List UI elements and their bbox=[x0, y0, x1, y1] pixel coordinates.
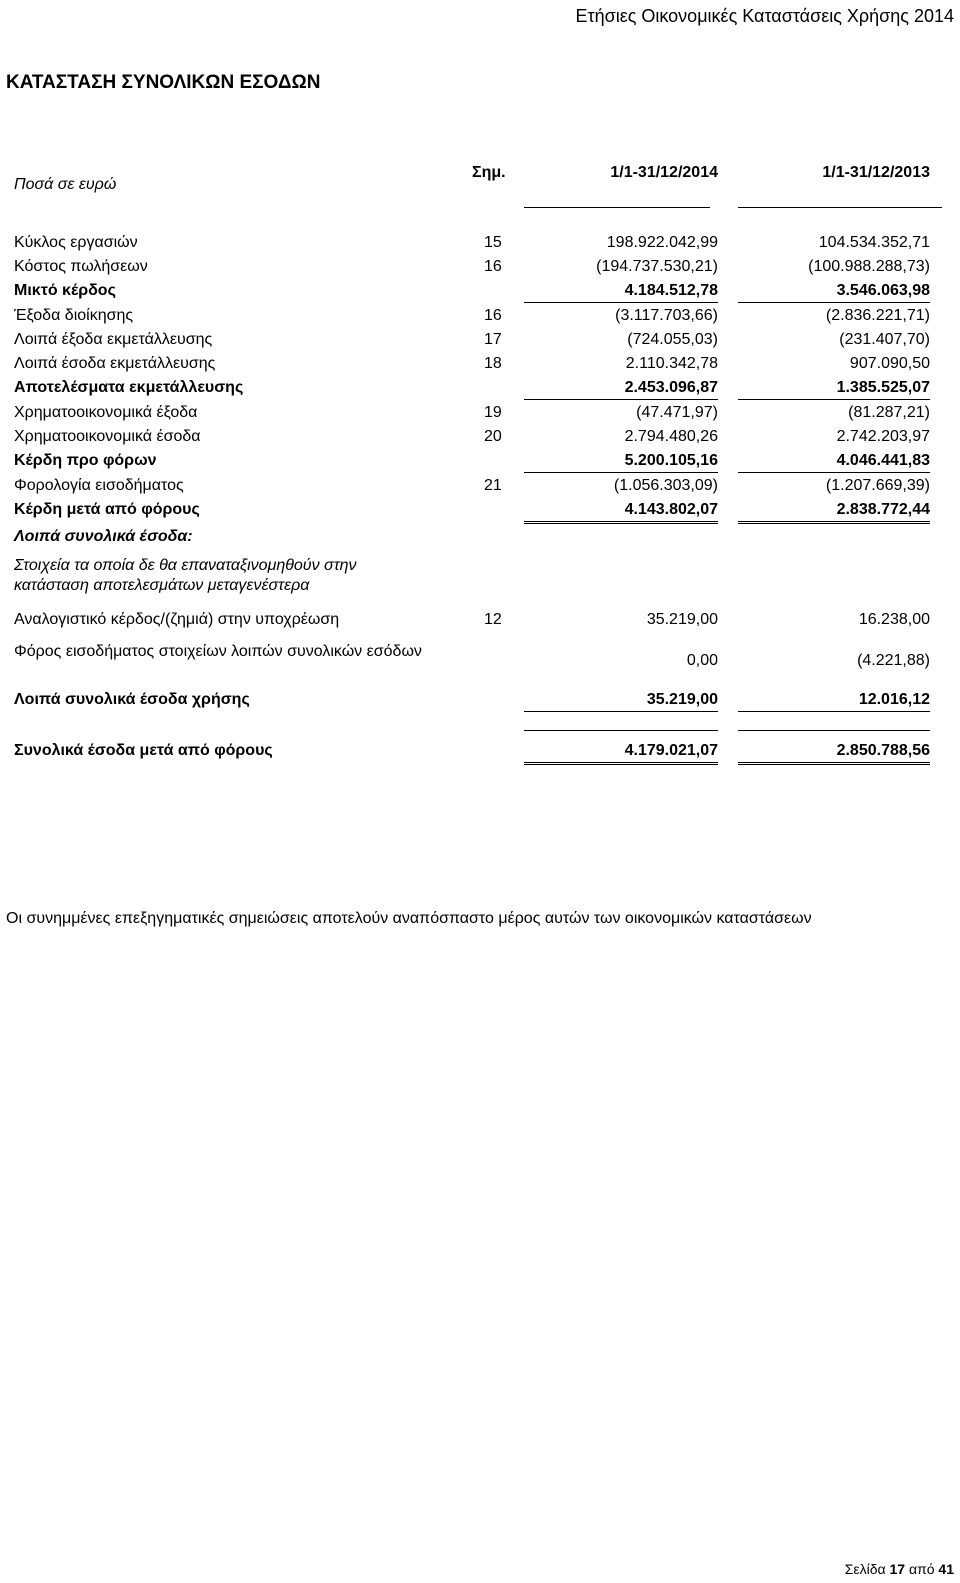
total-top-rule-2013 bbox=[738, 730, 930, 731]
period-2014-header: 1/1-31/12/2014 bbox=[610, 164, 718, 181]
row-label: Χρηματοοικονομικά έξοδα bbox=[14, 404, 198, 421]
row-note: 16 bbox=[484, 307, 502, 324]
page-prefix: Σελίδα bbox=[844, 1561, 886, 1577]
statement-title: ΚΑΤΑΣΤΑΣΗ ΣΥΝΟΛΙΚΩΝ ΕΣΟΔΩΝ bbox=[6, 72, 321, 93]
row-label: Φορολογία εισοδήματος bbox=[14, 477, 184, 494]
row-value-2014: 198.922.042,99 bbox=[606, 234, 718, 251]
statement-subtotal-row bbox=[0, 377, 960, 399]
row-label: Συνολικά έσοδα μετά από φόρους bbox=[14, 742, 273, 759]
oci-heading: Λοιπά συνολικά έσοδα: bbox=[14, 528, 193, 545]
row-note: 15 bbox=[484, 234, 502, 251]
row-value-2014: 35.219,00 bbox=[524, 691, 718, 712]
row-value-2013: 4.046.441,83 bbox=[738, 452, 930, 473]
amounts-unit-label: Ποσά σε ευρώ bbox=[14, 176, 117, 193]
row-label: Κέρδη μετά από φόρους bbox=[14, 501, 200, 518]
statement-subtotal-row bbox=[0, 450, 960, 472]
row-value-2013: 2.850.788,56 bbox=[738, 742, 930, 765]
row-value-2013: 104.534.352,71 bbox=[818, 234, 930, 251]
page-number bbox=[845, 1561, 954, 1577]
row-note: 17 bbox=[484, 331, 502, 348]
statement-row bbox=[0, 353, 960, 375]
row-label: Κόστος πωλήσεων bbox=[14, 258, 148, 275]
row-note: 19 bbox=[484, 404, 502, 421]
row-value-2013: (1.207.669,39) bbox=[825, 477, 930, 494]
statement-row bbox=[0, 305, 960, 327]
row-value-2014: 2.110.342,78 bbox=[625, 355, 718, 372]
header-rule-2014 bbox=[524, 207, 710, 208]
row-value-2013: (231.407,70) bbox=[839, 331, 930, 348]
row-value-2014: (724.055,03) bbox=[627, 331, 718, 348]
statement-subtotal-row bbox=[0, 280, 960, 302]
row-note: 18 bbox=[484, 355, 502, 372]
row-value-2014: (194.737.530,21) bbox=[596, 258, 718, 275]
row-label: Αναλογιστικό κέρδος/(ζημιά) στην υποχρέωση bbox=[14, 611, 340, 628]
page-current: 17 bbox=[889, 1561, 906, 1577]
row-value-2014: 4.184.512,78 bbox=[524, 282, 718, 303]
row-value-2014: (1.056.303,09) bbox=[613, 477, 718, 494]
row-value-2014: 4.179.021,07 bbox=[524, 742, 718, 765]
statement-row bbox=[0, 256, 960, 278]
row-value-2013: 12.016,12 bbox=[738, 691, 930, 712]
row-note: 20 bbox=[484, 428, 502, 445]
page-total: 41 bbox=[938, 1561, 954, 1577]
row-note: 12 bbox=[484, 611, 502, 628]
row-value-2013: 2.742.203,97 bbox=[836, 428, 930, 445]
row-label: Λοιπά έξοδα εκμετάλλευσης bbox=[14, 331, 213, 348]
total-top-rule-2014 bbox=[524, 730, 718, 731]
row-value-2013: 1.385.525,07 bbox=[738, 379, 930, 400]
statement-row bbox=[0, 426, 960, 448]
row-note: 16 bbox=[484, 258, 502, 275]
row-value-2013: 16.238,00 bbox=[858, 611, 930, 628]
row-value-2013: (100.988.288,73) bbox=[808, 258, 930, 275]
statement-row bbox=[0, 232, 960, 254]
comprehensive-income-total-row bbox=[0, 740, 960, 762]
row-label: Φόρος εισοδήματος στοιχείων λοιπών συνολικών εσόδων bbox=[14, 643, 422, 660]
row-value-2013: 3.546.063,98 bbox=[738, 282, 930, 303]
row-label: Μικτό κέρδος bbox=[14, 282, 116, 299]
oci-subtotal-row bbox=[0, 689, 960, 711]
statement-row bbox=[0, 402, 960, 424]
row-value-2014: 2.453.096,87 bbox=[524, 379, 718, 400]
row-label: Λοιπά συνολικά έσοδα χρήσης bbox=[14, 691, 250, 708]
row-label: Χρηματοοικονομικά έσοδα bbox=[14, 428, 201, 445]
row-value-2014: (3.117.703,66) bbox=[615, 307, 718, 324]
statement-row bbox=[0, 475, 960, 497]
row-label: Κέρδη προ φόρων bbox=[14, 452, 157, 469]
oci-subheading-line-2: κατάσταση αποτελεσμάτων μεταγενέστερα bbox=[14, 577, 310, 594]
row-label: Λοιπά έσοδα εκμετάλλευσης bbox=[14, 355, 216, 372]
statement-row bbox=[0, 329, 960, 351]
row-label: Κύκλος εργασιών bbox=[14, 234, 138, 251]
statement-total-row bbox=[0, 499, 960, 521]
oci-row bbox=[0, 643, 960, 672]
row-note: 21 bbox=[484, 477, 502, 494]
row-value-2013: (2.836.221,71) bbox=[825, 307, 930, 324]
row-value-2014: 2.794.480,26 bbox=[624, 428, 718, 445]
oci-row bbox=[0, 609, 960, 631]
oci-subheading-line-1: Στοιχεία τα οποία δε θα επαναταξινομηθούν στην bbox=[14, 557, 357, 574]
period-2013-header: 1/1-31/12/2013 bbox=[822, 164, 930, 181]
row-value-2013: (81.287,21) bbox=[848, 404, 930, 421]
row-value-2014: 5.200.105,16 bbox=[524, 452, 718, 473]
header-rule-2013 bbox=[738, 207, 942, 208]
row-value-2014: 35.219,00 bbox=[646, 611, 718, 628]
row-value-2013: 907.090,50 bbox=[849, 355, 930, 372]
row-value-2013: (4.221,88) bbox=[857, 652, 930, 669]
note-column-header: Σημ. bbox=[472, 164, 506, 181]
row-label: Έξοδα διοίκησης bbox=[14, 307, 134, 324]
row-value-2014: 0,00 bbox=[686, 652, 718, 669]
page-of: από bbox=[908, 1561, 935, 1577]
footer-note: Οι συνημμένες επεξηγηματικές σημειώσεις αποτελούν αναπόσπαστο μέρος αυτών των οικονομικών καταστάσεων bbox=[6, 910, 812, 927]
row-value-2014: (47.471,97) bbox=[636, 404, 718, 421]
row-value-2013: 2.838.772,44 bbox=[738, 501, 930, 524]
row-value-2014: 4.143.802,07 bbox=[524, 501, 718, 524]
row-label: Αποτελέσματα εκμετάλλευσης bbox=[14, 379, 244, 396]
running-header: Ετήσιες Οικονομικές Καταστάσεις Χρήσης 2014 bbox=[575, 6, 954, 26]
